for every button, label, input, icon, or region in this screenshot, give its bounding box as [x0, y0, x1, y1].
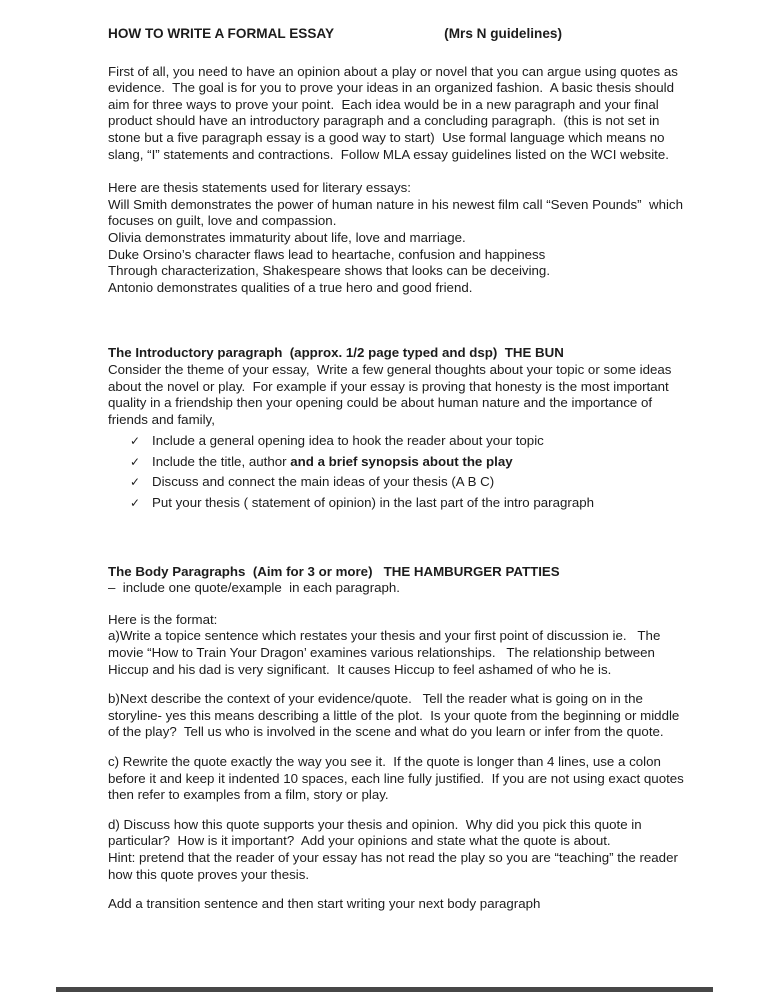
closing-line: Add a transition sentence and then start writing your next body paragraph [108, 896, 541, 912]
checklist-item [130, 474, 684, 491]
thesis-examples-block [108, 180, 687, 296]
thesis-example: Through characterization, Shakespeare shows that looks can be deceiving. [108, 263, 551, 279]
thesis-lead: Here are thesis statements used for literary essays: [108, 180, 411, 196]
page-edge-shadow [56, 987, 713, 992]
intro-section-body: Consider the theme of your essay, Write a few general thoughts about your topic or some ideas about the novel or play. For example if your essay is proving that honesty is the most important quality in a friendship then your opening could be about human nature and the importance of friends and family, [108, 361, 676, 427]
format-paragraph-a: a)Write a topice sentence which restates your thesis and your first point of discussion ie. The movie “How to Train Your Dragon’ examines various relationships. The relationship between Hiccup and his dad is very significant. It causes Hiccup to feel ashamed of who he is. [108, 628, 665, 677]
checkmark-icon: ✓ [130, 496, 141, 511]
opening-paragraph: First of all, you need to have an opinion about a play or novel that you can argue using quotes as evidence. The goal is for you to prove your ideas in an organized fashion. A basic thesis should aim for three ways to prove your point. Each idea would be in a new paragraph and your final product should have an introductory paragraph and a concluding paragraph. (this is not set in stone but a five paragraph essay is a good way to start) Use formal language which means no slang, “I” statements and contractions. Follow MLA essay guidelines listed on the WCI website. [108, 63, 682, 162]
intro-section [108, 345, 684, 511]
checklist-item-text-plain: Discuss and connect the main ideas of your thesis (A B C) [152, 474, 495, 490]
intro-section-heading: The Introductory paragraph (approx. 1/2 page typed and dsp) THE BUN [108, 345, 564, 361]
body-section-subline: – include one quote/example in each paragraph. [108, 580, 400, 596]
checklist-item-text [152, 454, 513, 471]
checklist-item-text-plain: Put your thesis ( statement of opinion) in the last part of the intro paragraph [152, 495, 594, 511]
checklist-item-text-plain: Include a general opening idea to hook the reader about your topic [152, 433, 544, 449]
checkmark-icon: ✓ [130, 434, 141, 449]
thesis-example: Antonio demonstrates qualities of a true hero and good friend. [108, 279, 473, 295]
format-paragraph-c: c) Rewrite the quote exactly the way you see it. If the quote is longer than 4 lines, use a colon before it and keep it indented 10 spaces, each line fully justified. If you are not using exact quotes then refer to examples from a film, story or play. [108, 754, 688, 803]
thesis-example: Olivia demonstrates immaturity about life, love and marriage. [108, 229, 466, 245]
intro-checklist [108, 433, 684, 511]
body-section-heading: The Body Paragraphs (Aim for 3 or more) THE HAMBURGER PATTIES [108, 563, 560, 579]
checklist-item-text-plain: Include the title, author [152, 453, 291, 469]
thesis-example: Duke Orsino’s character flaws lead to heartache, confusion and happiness [108, 246, 546, 262]
checklist-item-text [152, 495, 594, 512]
document-header [108, 26, 684, 43]
checklist-item [130, 433, 684, 450]
checklist-item-text [152, 474, 494, 491]
format-lead: Here is the format: [108, 611, 218, 627]
checklist-item [130, 454, 684, 471]
checkmark-icon: ✓ [130, 475, 141, 490]
page-title: HOW TO WRITE A FORMAL ESSAY [108, 26, 335, 41]
page-byline: (Mrs N guidelines) [444, 26, 562, 41]
checklist-item [130, 495, 684, 512]
checkmark-icon: ✓ [130, 454, 141, 469]
format-paragraph-b: b)Next describe the context of your evidence/quote. Tell the reader what is going on in the storyline- yes this means describing a little of the plot. Is your quote from the beginning or middle of the play? Tell us who is involved in the scene and what do you learn or infer from the quote. [108, 691, 684, 740]
format-paragraph-d: d) Discuss how this quote supports your thesis and opinion. Why did you pick this quote in particular? How is it important? Add your opinions and state what the quote is about. [108, 816, 646, 849]
checklist-item-text [152, 433, 544, 450]
checklist-item-text-bold: and a brief synopsis about the play [290, 453, 513, 469]
body-section [108, 563, 688, 913]
format-paragraph-hint: Hint: pretend that the reader of your essay has not read the play so you are “teaching” the reader how this quote proves your thesis. [108, 849, 682, 882]
thesis-example: Will Smith demonstrates the power of human nature in his newest film call “Seven Pounds” which focuses on guilt, love and compassion. [108, 196, 687, 229]
